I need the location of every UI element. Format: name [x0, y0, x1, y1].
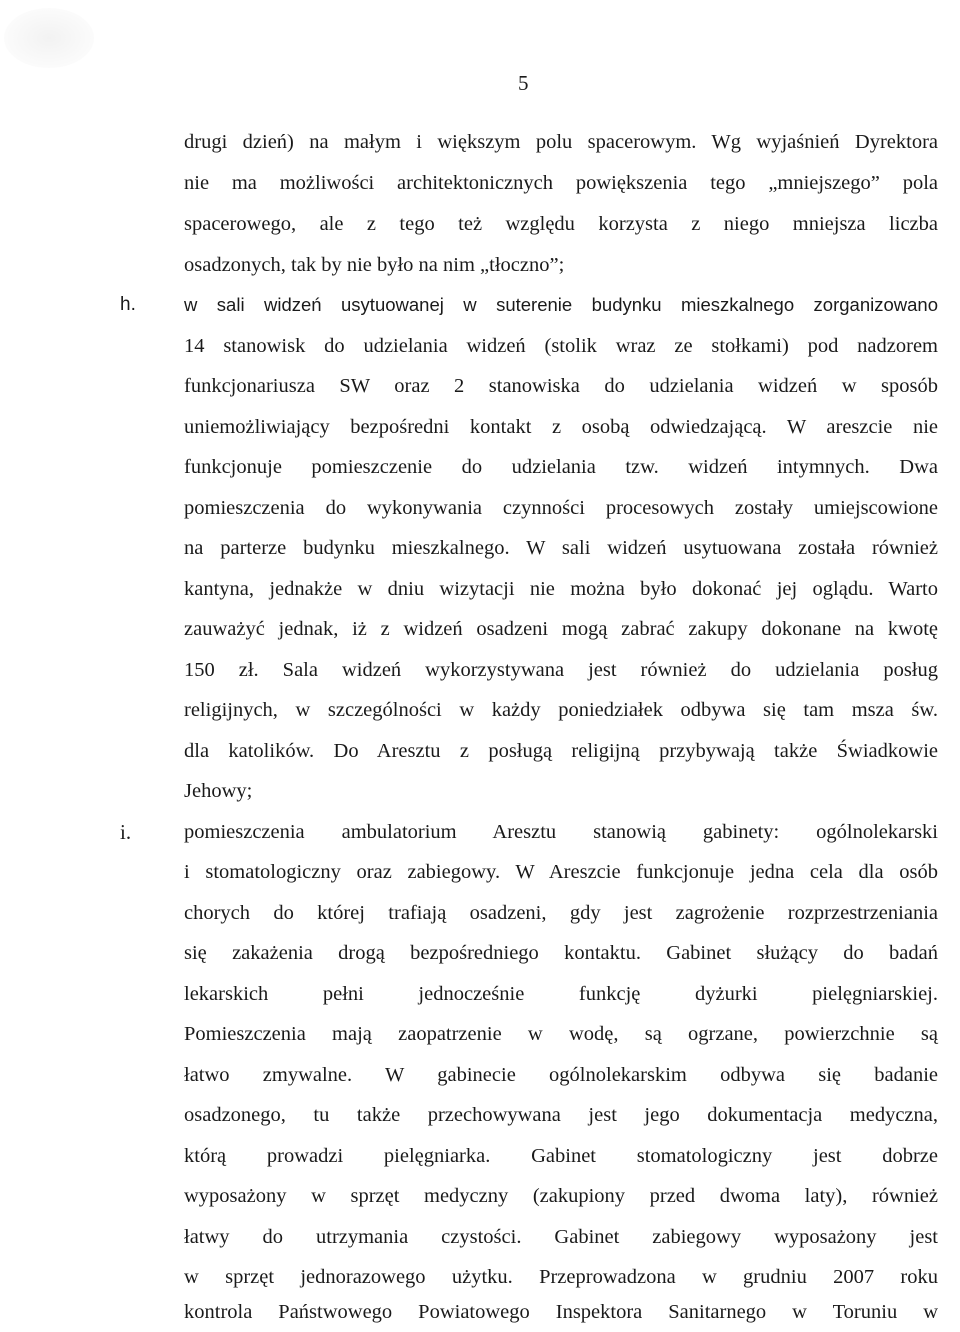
text-line: chorych do której trafiają osadzeni, gdy jest zagrożenie rozprzestrzeniania [184, 902, 938, 924]
text-line: funkcjonariusza SW oraz 2 stanowiska do udzielania widzeń w sposób [184, 375, 938, 397]
text-line: Jehowy; [184, 780, 253, 802]
text-line: łatwo zmywalne. W gabinecie ogólnolekarskim odbywa się badanie [184, 1064, 938, 1086]
text-line: Pomieszczenia mają zaopatrzenie w wodę, są ogrzane, powierzchnie są [184, 1023, 938, 1045]
text-line: nie ma możliwości architektonicznych powiększenia tego „mniejszego” pola [184, 172, 938, 194]
text-line: zauważyć jednak, iż z widzeń osadzeni mogą zabrać zakupy dokonane na kwotę [184, 618, 938, 640]
text-line: dla katolików. Do Aresztu z posługą religijną przybywają także Świadkowie [184, 740, 938, 762]
text-line: na parterze budynku mieszkalnego. W sali widzeń usytuowana została również [184, 537, 938, 559]
text-line: w sali widzeń usytuowanej w suterenie budynku mieszkalnego zorganizowano [184, 294, 938, 315]
text-line: kontrola Państwowego Powiatowego Inspektora Sanitarnego w Toruniu w [184, 1301, 938, 1323]
text-line: drugi dzień) na małym i większym polu spacerowym. Wg wyjaśnień Dyrektora [184, 131, 938, 153]
text-line: łatwy do utrzymania czystości. Gabinet zabiegowy wyposażony jest [184, 1226, 938, 1248]
text-line: wyposażony w sprzęt medyczny (zakupiony przed dwoma laty), również [184, 1185, 938, 1207]
page-number: 5 [518, 71, 529, 95]
text-line: osadzonego, tu także przechowywana jest jego dokumentacja medyczna, [184, 1104, 938, 1126]
text-line: się zakażenia drogą bezpośredniego kontaktu. Gabinet służący do badań [184, 942, 938, 964]
text-line: osadzonych, tak by nie było na nim „tłoczno”; [184, 254, 565, 276]
text-line: religijnych, w szczególności w każdy poniedziałek odbywa się tam msza św. [184, 699, 938, 721]
text-line: 14 stanowisk do udzielania widzeń (stolik wraz ze stołkami) pod nadzorem [184, 335, 938, 357]
text-line: funkcjonuje pomieszczenie do udzielania tzw. widzeń intymnych. Dwa [184, 456, 938, 478]
list-marker-h: h. [120, 294, 136, 315]
text-line: w sprzęt jednorazowego użytku. Przeprowadzona w grudniu 2007 roku [184, 1266, 938, 1288]
text-line: uniemożliwiający bezpośredni kontakt z osobą odwiedzającą. W areszcie nie [184, 416, 938, 438]
text-line: pomieszczenia do wykonywania czynności procesowych zostały umiejscowione [184, 497, 938, 519]
text-line: lekarskich pełni jednocześnie funkcję dyżurki pielęgniarskiej. [184, 983, 938, 1005]
text-line: którą prowadzi pielęgniarka. Gabinet stomatologiczny jest dobrze [184, 1145, 938, 1167]
text-line: pomieszczenia ambulatorium Aresztu stanowią gabinety: ogólnolekarski [184, 821, 938, 843]
scan-artifact [4, 8, 94, 68]
list-marker-i: i. [120, 820, 132, 844]
text-line: spacerowego, ale z tego też względu korzysta z niego mniejsza liczba [184, 213, 938, 235]
text-line: kantyna, jednakże w dniu wizytacji nie można było dokonać jej oglądu. Warto [184, 578, 938, 600]
text-line: 150 zł. Sala widzeń wykorzystywana jest również do udzielania posług [184, 659, 938, 681]
text-line: i stomatologiczny oraz zabiegowy. W Areszcie funkcjonuje jedna cela dla osób [184, 861, 938, 883]
